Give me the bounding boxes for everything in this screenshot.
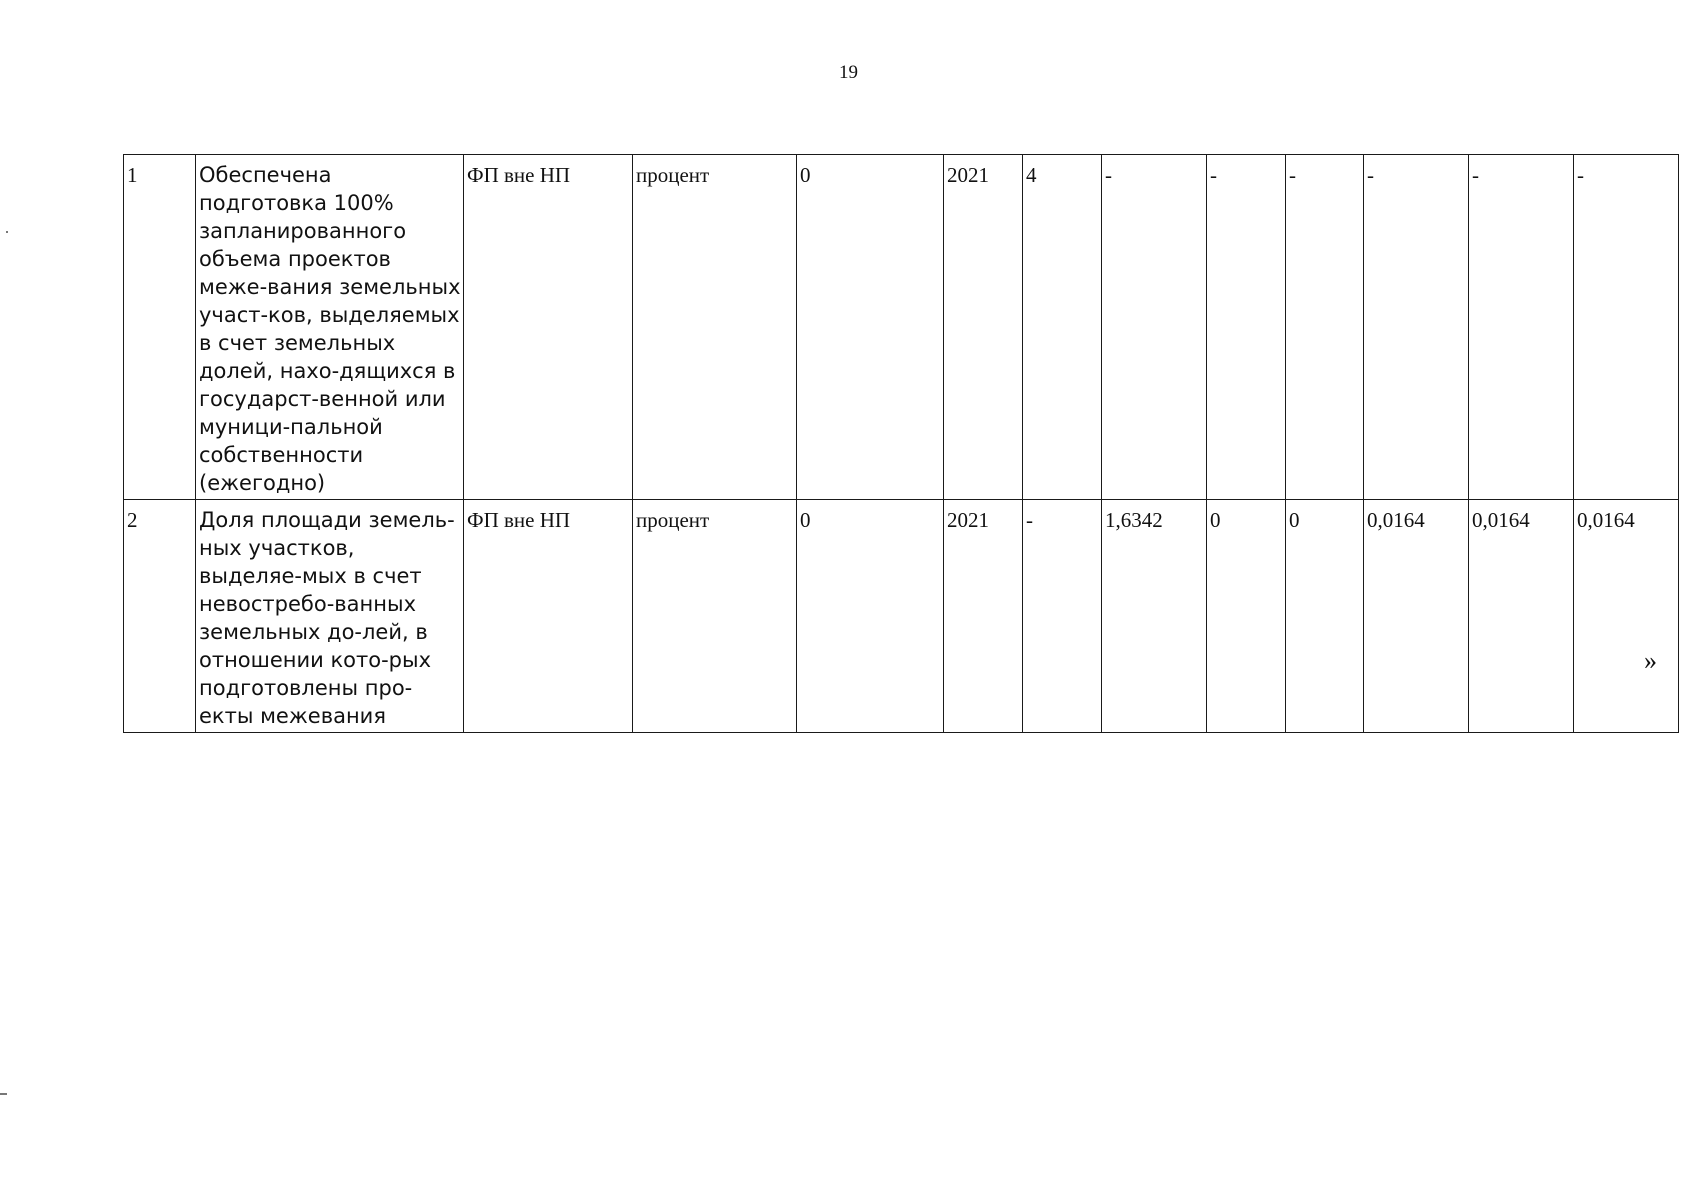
value-cell: 0 bbox=[1207, 500, 1286, 733]
value-cell: - bbox=[1469, 155, 1574, 500]
base-value: 0 bbox=[797, 500, 944, 733]
value-cell: 0,0164 bbox=[1574, 500, 1679, 733]
value-cell: - bbox=[1207, 155, 1286, 500]
value-cell: 4 bbox=[1023, 155, 1102, 500]
unit-of-measure: процент bbox=[633, 500, 797, 733]
page-number: 19 bbox=[839, 62, 858, 83]
scan-artifact bbox=[6, 231, 8, 233]
value-cell: 0,0164 bbox=[1469, 500, 1574, 733]
value-cell: - bbox=[1364, 155, 1469, 500]
base-value: 0 bbox=[797, 155, 944, 500]
indicator-description: Доля площади земель-ных участков, выделяе-мых в счет невостребо-ванных земельных до-лей, в отношении кото-рых подготовлены про-екты межевания bbox=[196, 500, 464, 733]
table-row bbox=[124, 500, 1679, 733]
indicator-type: ФП вне НП bbox=[464, 155, 633, 500]
value-cell: - bbox=[1023, 500, 1102, 733]
value-cell: - bbox=[1102, 155, 1207, 500]
row-number: 2 bbox=[124, 500, 196, 733]
base-year: 2021 bbox=[944, 155, 1023, 500]
indicator-description: Обеспечена подготовка 100% запланированного объема проектов меже-вания земельных участ-ков, выделяемых в счет земельных долей, нахо-дящихся в государст-венной или муници-пальной собственности (ежегодно) bbox=[196, 155, 464, 500]
value-cell: - bbox=[1286, 155, 1364, 500]
value-cell: - bbox=[1574, 155, 1679, 500]
value-cell: 0,0164 bbox=[1364, 500, 1469, 733]
table-row bbox=[124, 155, 1679, 500]
closing-quote-mark: » bbox=[1644, 646, 1657, 675]
value-cell: 1,6342 bbox=[1102, 500, 1207, 733]
value-cell: 0 bbox=[1286, 500, 1364, 733]
unit-of-measure: процент bbox=[633, 155, 797, 500]
base-year: 2021 bbox=[944, 500, 1023, 733]
indicators-table bbox=[123, 154, 1679, 733]
scan-artifact bbox=[0, 1093, 7, 1095]
row-number: 1 bbox=[124, 155, 196, 500]
indicator-type: ФП вне НП bbox=[464, 500, 633, 733]
